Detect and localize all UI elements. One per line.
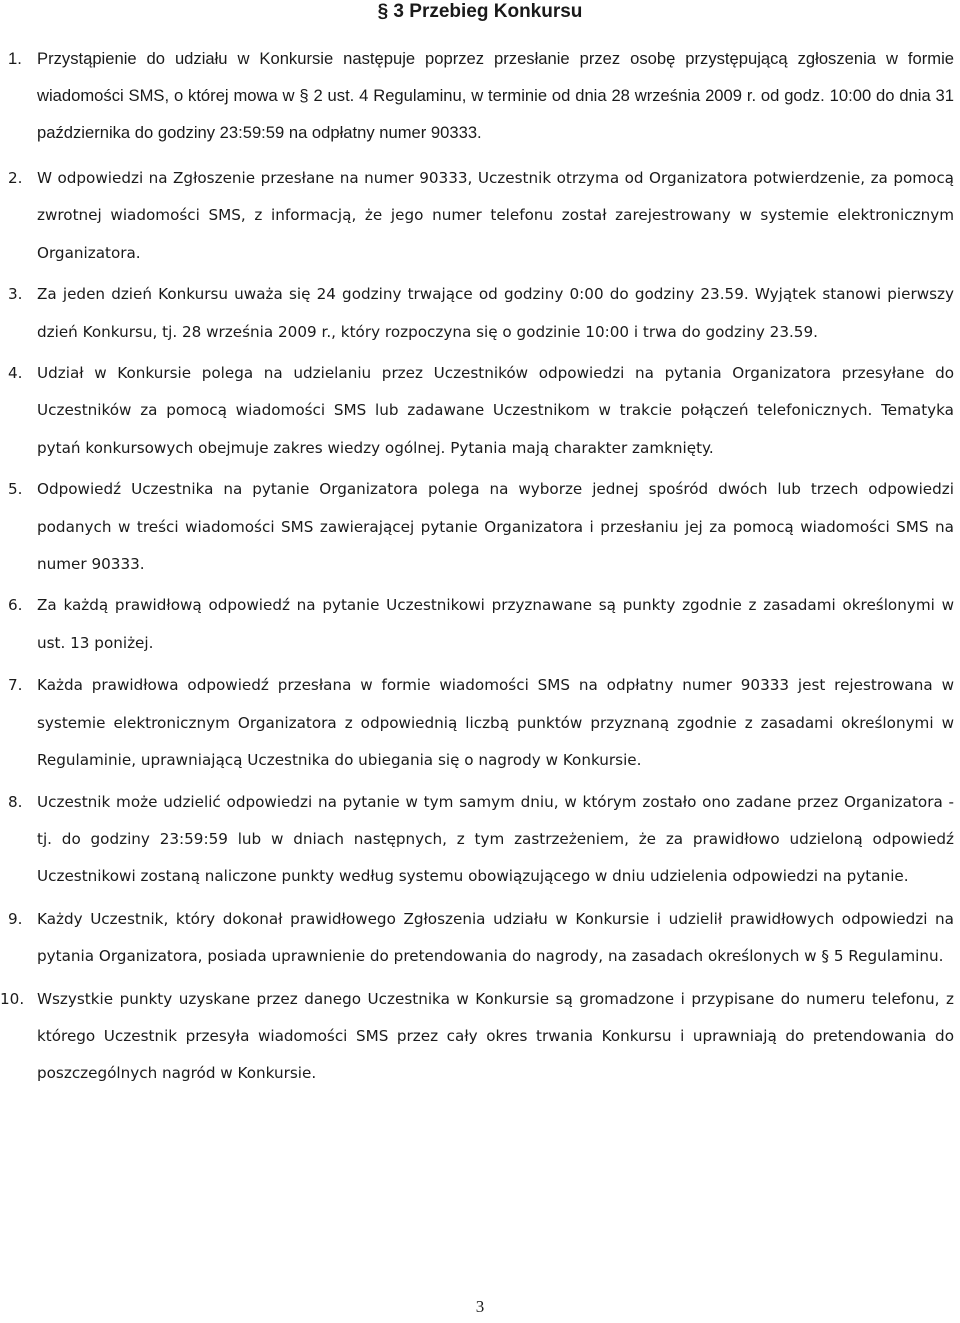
item-text: Przystąpienie do udziału w Konkursie następuje poprzez przesłanie przez osobę przystępującą zgłoszenia w formie wiadomości SMS, o której mowa w § 2 ust. 4 Regulaminu, w terminie od dnia 28 września 2009 r. od godz. 10:00 do dnia 31 października do godziny 23:59:59 na odpłatny numer 90333. [37, 49, 954, 142]
item-number: 9. [8, 909, 23, 928]
list-item [0, 784, 960, 896]
item-text: Za każdą prawidłową odpowiedź na pytanie Uczestnikowi przyznawane są punkty zgodnie z zasadami określonymi w ust. 13 poniżej. [37, 596, 954, 652]
item-number: 5. [8, 480, 23, 499]
item-number: 1. [8, 49, 22, 68]
list-item [0, 471, 960, 583]
item-text: Każda prawidłowa odpowiedź przesłana w formie wiadomości SMS na odpłatny numer 90333 jest rejestrowana w systemie elektronicznym Organizatora z odpowiednią liczbą punktów przyznaną zgodnie z zasadami określonymi w Regulaminie, uprawniającą Uczestnika do ubiegania się o nagrody w Konkursie. [37, 676, 954, 770]
page-number: 3 [475, 1297, 485, 1316]
item-number: 7. [8, 676, 23, 695]
item-number: 10. [0, 989, 25, 1008]
item-text: Udział w Konkursie polega na udzielaniu przez Uczestników odpowiedzi na pytania Organizatora przesyłane do Uczestników za pomocą wiadomości SMS lub zadawane Uczestnikom w trakcie połączeń telefonicznych. Tematyka pytań konkursowych obejmuje zakres wiedzy ogólnej. Pytania mają charakter zamknięty. [37, 364, 954, 457]
item-number: 8. [8, 792, 23, 811]
list-item [0, 981, 960, 1093]
numbered-list [0, 40, 960, 1093]
item-text: Wszystkie punkty uzyskane przez danego Uczestnika w Konkursie są gromadzone i przypisane do numeru telefonu, z którego Uczestnik przesyła wiadomości SMS przez cały okres trwania Konkursu i uprawniają do pretendowania do poszczególnych nagród w Konkursie. [37, 989, 954, 1083]
item-text: Każdy Uczestnik, który dokonał prawidłowego Zgłoszenia udziału w Konkursie i udzielił prawidłowych odpowiedzi na pytania Organizatora, posiada uprawnienie do pretendowania do nagrody, na zasadach określonych w § 5 Regulaminu. [37, 909, 954, 966]
item-number: 3. [8, 285, 23, 304]
list-item [0, 587, 960, 662]
section-title: § 3 Przebieg Konkursu [377, 1, 583, 22]
list-item [0, 901, 960, 976]
item-text: Za jeden dzień Konkursu uważa się 24 godziny trwające od godziny 0:00 do godziny 23.59. Wyjątek stanowi pierwszy dzień Konkursu, tj. 28 września 2009 r., który rozpoczyna się o godzinie 10:00 i trwa do godziny 23.59. [37, 285, 954, 341]
item-number: 4. [8, 364, 23, 383]
list-item [0, 667, 960, 779]
list-item [0, 160, 960, 272]
list-item [0, 355, 960, 467]
item-text: Odpowiedź Uczestnika na pytanie Organizatora polega na wyborze jednej spośród dwóch lub trzech odpowiedzi podanych w treści wiadomości SMS zawierającej pytanie Organizatora i przesłaniu jej za pomocą wiadomości SMS na numer 90333. [37, 480, 954, 574]
item-number: 6. [8, 596, 23, 615]
item-number: 2. [8, 169, 23, 187]
item-text: Uczestnik może udzielić odpowiedzi na pytanie w tym samym dniu, w którym zostało ono zadane przez Organizatora - tj. do godziny 23:59:59 lub w dniach następnych, z tym zastrzeżeniem, że za prawidłowo udzieloną odpowiedź Uczestnikowi zostaną naliczone punkty według systemu obowiązującego w dniu udzielenia odpowiedzi na pytanie. [37, 792, 954, 886]
item-text: W odpowiedzi na Zgłoszenie przesłane na numer 90333, Uczestnik otrzyma od Organizatora potwierdzenie, za pomocą zwrotnej wiadomości SMS, z informacją, że jego numer telefonu został zarejestrowany w systemie elektronicznym Organizatora. [37, 169, 954, 262]
list-item [0, 40, 960, 151]
list-item [0, 276, 960, 351]
